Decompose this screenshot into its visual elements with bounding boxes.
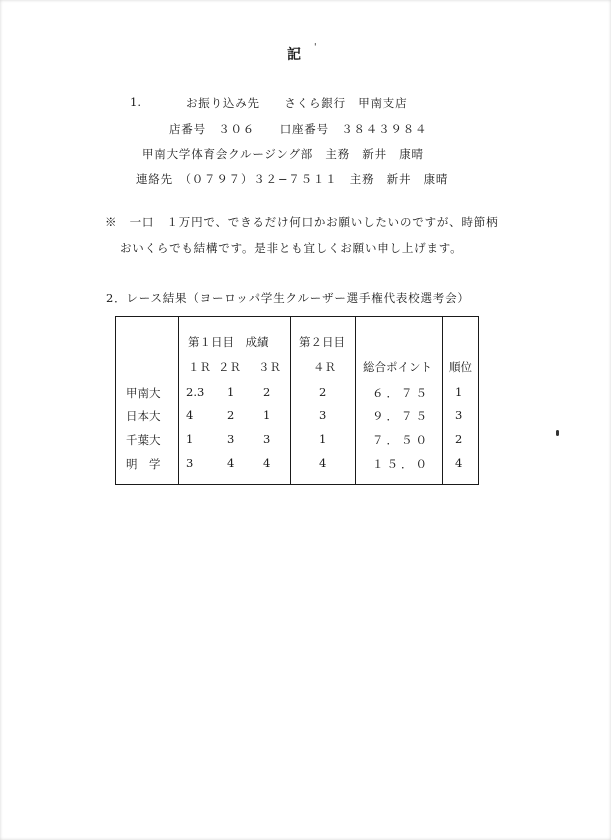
- score-r1: 3: [186, 456, 194, 470]
- table-divider: [178, 316, 179, 485]
- score-r2: 3: [227, 432, 235, 446]
- account-info: 店番号 ３０６ 口座番号 ３８４３９８４: [169, 122, 428, 136]
- rank: 1: [455, 385, 463, 399]
- note-line-1: ※ 一口 １万円で、できるだけ何口かお願いしたいのですが、時節柄: [105, 215, 499, 229]
- score-r1: 4: [186, 408, 194, 422]
- score-r3: 2: [263, 385, 271, 399]
- rank: 3: [455, 408, 463, 422]
- table-divider: [355, 316, 356, 485]
- section-2-heading: 2．レース結果（ヨーロッパ学生クルーザー選手権代表校選考会）: [106, 291, 470, 305]
- score-r1: 1: [186, 432, 194, 446]
- table-divider: [290, 316, 291, 485]
- note-line-2: おいくらでも結構です。是非とも宜しくお願い申し上げます。: [120, 241, 463, 255]
- table-divider: [442, 316, 443, 485]
- total-points: ６．７５: [372, 386, 430, 400]
- score-r3: 3: [263, 432, 271, 446]
- round-2-header: ２Ｒ: [218, 360, 241, 374]
- contact-info: 連絡先 （０７９７）３２−７５１１ 主務 新井 康晴: [136, 172, 449, 186]
- total-points: ７．５０: [372, 433, 430, 447]
- total-points: ９．７５: [372, 409, 430, 423]
- score-r4: 1: [319, 432, 327, 446]
- score-r4: 3: [319, 408, 327, 422]
- team-name: 千葉大: [126, 433, 161, 447]
- rank-header: 順位: [449, 360, 472, 374]
- title-mark: ': [314, 43, 317, 53]
- score-r1: 2.3: [186, 385, 205, 399]
- score-r2: 2: [227, 408, 235, 422]
- rank: 2: [455, 432, 463, 446]
- day2-header: 第２日目: [299, 335, 345, 349]
- score-r3: 1: [263, 408, 271, 422]
- score-r4: 2: [319, 385, 327, 399]
- team-name: 甲南大: [126, 386, 161, 400]
- round-4-header: ４Ｒ: [313, 360, 336, 374]
- day1-header: 第１日目 成績: [188, 335, 269, 349]
- score-r2: 1: [227, 385, 235, 399]
- document-title: 記: [287, 47, 303, 63]
- rank: 4: [455, 456, 463, 470]
- transfer-destination: お振り込み先 さくら銀行 甲南支店: [186, 96, 408, 110]
- round-3-header: ３Ｒ: [258, 360, 281, 374]
- team-name: 明 学: [126, 457, 161, 471]
- account-holder: 甲南大学体育会クルージング部 主務 新井 康晴: [142, 147, 424, 161]
- section-1-number: 1.: [130, 95, 141, 109]
- score-r2: 4: [227, 456, 235, 470]
- total-points-header: 総合ポイント: [363, 360, 432, 374]
- team-name: 日本大: [126, 409, 161, 423]
- score-r4: 4: [319, 456, 327, 470]
- round-1-header: １Ｒ: [188, 360, 211, 374]
- scan-speck: [556, 430, 559, 436]
- score-r3: 4: [263, 456, 271, 470]
- total-points: １５．０: [372, 457, 430, 471]
